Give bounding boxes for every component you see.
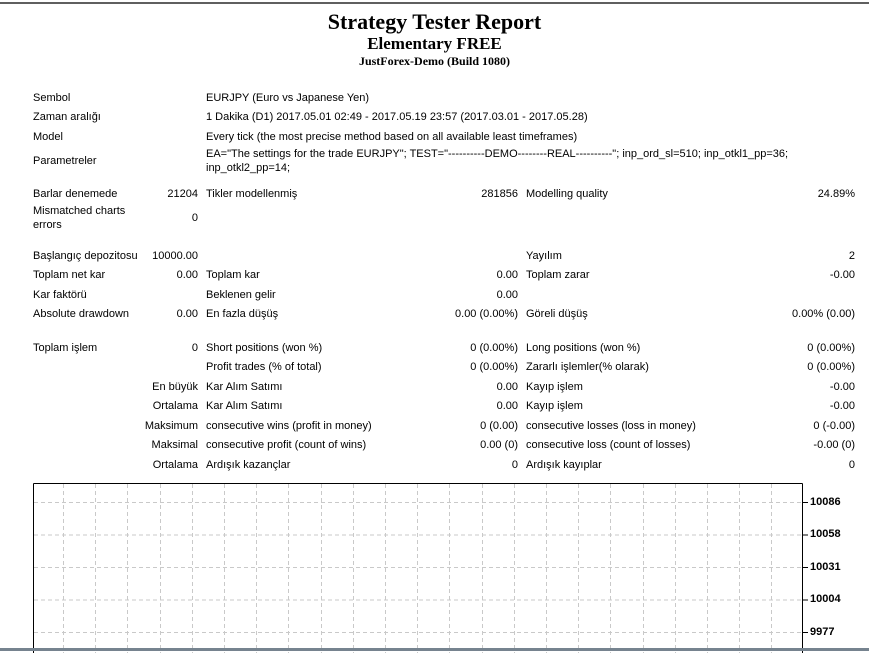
- balance-chart-grid: [33, 483, 812, 653]
- window-top-edge: [0, 2, 869, 4]
- report-stat-value: -0.00: [829, 380, 855, 393]
- report-row-label: Model: [33, 130, 63, 143]
- report-row: [33, 204, 855, 232]
- report-stat-value: 0: [511, 458, 518, 471]
- report-row-value: Every tick (the most precise method based on all available least timeframes): [206, 130, 578, 143]
- report-row-label: Zaman aralığı: [33, 111, 101, 124]
- report-row-label: Sembol: [33, 91, 71, 104]
- report-row: [33, 416, 855, 436]
- report-row: [33, 127, 855, 147]
- report-stat-label: Zararlı işlemler(% olarak): [526, 361, 649, 374]
- chart-y-axis-label: 10058: [810, 528, 841, 540]
- report-stat-label: Kayıp işlem: [526, 380, 583, 393]
- report-stat-label: Toplam net kar: [33, 269, 106, 282]
- report-stat-label: Yayılım: [526, 249, 562, 262]
- report-stat-value: 0 (-0.00): [813, 419, 855, 432]
- report-stat-value: 0.00 (0.00%): [455, 308, 518, 321]
- report-stat-value: Maksimal: [151, 439, 198, 452]
- report-stat-value: 0 (0.00%): [807, 361, 855, 374]
- report-stat-label: Long positions (won %): [526, 341, 641, 354]
- report-stat-label: Barlar denemede: [33, 188, 118, 201]
- chart-y-axis-label: 10031: [810, 560, 841, 573]
- report-stat-value: 0.00: [496, 380, 518, 393]
- report-stat-label: Kar Alım Satımı: [206, 380, 283, 393]
- report-stat-value: 0: [848, 458, 855, 471]
- report-table: [33, 88, 855, 475]
- report-stat-value: En büyük: [152, 380, 198, 393]
- report-stat-label: Absolute drawdown: [33, 308, 130, 321]
- report-row: [33, 436, 855, 456]
- report-stat-label: Toplam işlem: [33, 341, 98, 354]
- report-stat-value: 0 (0.00%): [807, 341, 855, 354]
- report-stat-label: Profit trades (% of total): [206, 361, 322, 374]
- report-stat-value: 0.00 (0): [480, 439, 518, 452]
- report-server: JustForex-Demo (Build 1080): [358, 54, 511, 68]
- report-stat-value: 0.00: [496, 288, 518, 301]
- report-stat-value: -0.00 (0): [813, 439, 855, 452]
- report-stat-label: Toplam kar: [206, 269, 260, 282]
- report-stat-value: -0.00: [829, 269, 855, 282]
- chart-y-axis-label: 10086: [810, 495, 841, 508]
- report-row: [33, 108, 855, 128]
- report-stat-value: Maksimum: [144, 419, 198, 432]
- report-row: [33, 305, 855, 325]
- report-stat-label: Kar Alım Satımı: [206, 400, 283, 413]
- report-row: [33, 377, 855, 397]
- balance-chart: [33, 483, 869, 653]
- report-stat-label: Modelling quality: [526, 188, 608, 201]
- report-row: [33, 338, 855, 358]
- report-row: [33, 285, 855, 305]
- report-stat-value: 0.00: [176, 308, 198, 321]
- report-stat-label: Başlangıç depozitosu: [33, 249, 138, 262]
- report-stat-label: Beklenen gelir: [206, 288, 276, 301]
- report-row: [33, 358, 855, 378]
- report-stat-value: Ortalama: [152, 400, 198, 413]
- report-stat-label: consecutive profit (count of wins): [206, 439, 367, 452]
- report-stat-label: Ardışık kazançlar: [206, 458, 291, 471]
- report-stat-label: En fazla düşüş: [206, 308, 279, 321]
- report-row: [33, 266, 855, 286]
- report-title: Strategy Tester Report: [327, 9, 542, 34]
- report-stat-label: Kar faktörü: [33, 288, 87, 301]
- report-row: [33, 246, 855, 266]
- report-stat-value: 0.00: [496, 269, 518, 282]
- report-stat-value: 2: [848, 249, 855, 262]
- report-stat-value: 24.89%: [817, 188, 855, 201]
- report-header: [0, 0, 869, 69]
- report-stat-label: Kayıp işlem: [526, 400, 583, 413]
- chart-y-axis-label: 10004: [810, 593, 841, 605]
- report-stat-value: 0 (0.00): [480, 419, 518, 432]
- report-row: [33, 397, 855, 417]
- report-stat-label: Toplam zarar: [526, 269, 590, 282]
- report-stat-label: consecutive wins (profit in money): [206, 419, 372, 432]
- report-row: [33, 147, 855, 175]
- report-stat-label: Göreli düşüş: [526, 308, 588, 321]
- report-stat-value: 0: [191, 212, 198, 224]
- report-stat-label: Short positions (won %): [206, 341, 323, 354]
- chart-y-axis-label: 9977: [810, 625, 835, 638]
- report-stat-label: Ardışık kayıplar: [526, 458, 602, 471]
- report-subtitle: Elementary FREE: [367, 34, 502, 53]
- report-row-label: Parametreler: [33, 154, 97, 167]
- report-row-value: 1 Dakika (D1) 2017.05.01 02:49 - 2017.05.19 23:57 (2017.03.01 - 2017.05.28): [206, 111, 588, 124]
- report-row: [33, 88, 855, 108]
- report-stat-value: 0 (0.00%): [470, 341, 518, 354]
- report-stat-value: 281856: [481, 188, 518, 201]
- report-stat-value: 0.00: [176, 269, 198, 282]
- report-row: [33, 185, 855, 205]
- report-row: [33, 455, 855, 475]
- report-stat-value: 10000.00: [152, 249, 198, 262]
- report-stat-value: 0.00% (0.00): [792, 308, 855, 321]
- report-stat-value: Ortalama: [152, 458, 198, 471]
- report-stat-value: 0.00: [496, 400, 518, 413]
- report-stat-label: Tikler modellenmiş: [206, 188, 298, 201]
- bottom-scrollbar: [0, 648, 869, 651]
- report-stat-value: 21204: [167, 188, 198, 201]
- report-stat-label: consecutive loss (count of losses): [526, 439, 691, 452]
- report-stat-value: 0: [191, 341, 198, 354]
- report-stat-label: consecutive losses (loss in money): [526, 419, 696, 432]
- report-stat-value: 0 (0.00%): [470, 361, 518, 374]
- report-stat-value: -0.00: [829, 400, 855, 413]
- report-row-value: EURJPY (Euro vs Japanese Yen): [206, 91, 370, 104]
- report-stat-label: Mismatched charts errors: [33, 205, 126, 231]
- report-row-value: EA="The settings for the trade EURJPY"; TEST="----------DEMO--------REAL----------"; inp_ord_sl=510; inp_otkl1_pp=36; inp_otkl2_pp=14;: [206, 147, 789, 174]
